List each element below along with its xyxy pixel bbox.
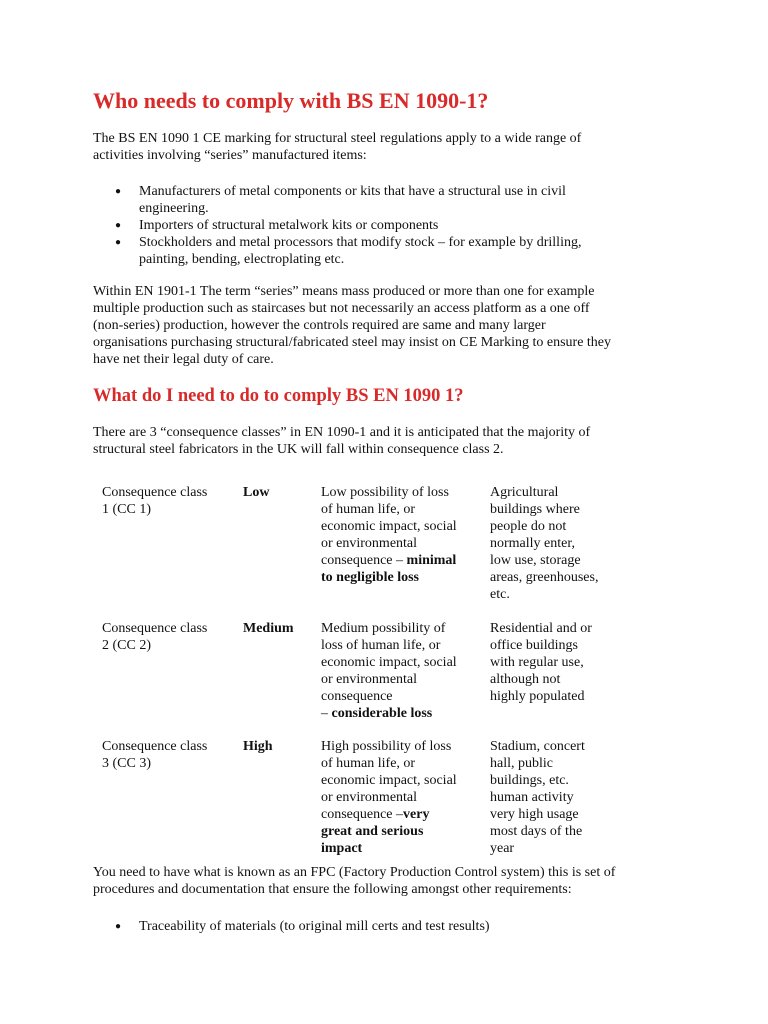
- who-bullet-list: [93, 183, 713, 268]
- heading-what-to-do: What do I need to do to comply BS EN 1090 1?: [93, 386, 464, 406]
- list-item: [93, 234, 713, 268]
- class-description-cell: [321, 484, 479, 586]
- heading-who-needs-to-comply: Who needs to comply with BS EN 1090-1?: [93, 88, 489, 113]
- text-line: You need to have what is known as an FPC (Factory Production Control system) this is set of: [93, 865, 616, 880]
- list-item: [93, 217, 713, 234]
- class-examples-cell: [490, 484, 625, 603]
- text-line: [321, 552, 479, 569]
- text-line: buildings where: [490, 502, 580, 517]
- text-line: loss of human life, or: [321, 638, 441, 653]
- class-examples-cell: [490, 738, 625, 857]
- class-examples-cell: [490, 620, 625, 705]
- consequence-classes-table: [93, 484, 623, 858]
- class-description-cell: [321, 620, 479, 722]
- series-paragraph: [93, 283, 703, 368]
- bold-text: considerable loss: [331, 706, 433, 721]
- text-line: The BS EN 1090 1 CE marking for structural steel regulations apply to a wide range of: [93, 131, 582, 146]
- bold-text: minimal: [406, 553, 457, 568]
- bold-text: very: [403, 807, 430, 822]
- text-line: High possibility of loss: [321, 739, 452, 754]
- text-line: or environmental: [321, 790, 418, 805]
- text-line: of human life, or: [321, 502, 416, 517]
- text-line: year: [490, 841, 515, 856]
- text-line: Consequence class: [102, 621, 208, 636]
- text-line: [321, 806, 479, 823]
- text-line: Traceability of materials (to original mill certs and test results): [139, 919, 490, 934]
- text-line: Stadium, concert: [490, 739, 585, 754]
- text-line: Stockholders and metal processors that modify stock – for example by drilling,: [139, 235, 582, 250]
- text-line: 3 (CC 3): [102, 756, 151, 771]
- class-name-cell: [102, 484, 232, 518]
- classes-intro-paragraph: [93, 424, 703, 458]
- table-row-cc2: [93, 620, 623, 738]
- text-line: low use, storage: [490, 553, 581, 568]
- table-row-cc3: [93, 738, 623, 858]
- text-line: most days of the: [490, 824, 583, 839]
- bullet-icon: ●: [115, 921, 122, 932]
- text-line: have net their legal duty of care.: [93, 352, 274, 367]
- text-line: Low possibility of loss: [321, 485, 449, 500]
- text-line: consequence: [321, 689, 393, 704]
- text-line: economic impact, social: [321, 655, 457, 670]
- bold-text: great and serious: [321, 824, 424, 839]
- text-line: highly populated: [490, 689, 585, 704]
- fpc-paragraph: [93, 864, 703, 898]
- text-line: 2 (CC 2): [102, 638, 151, 653]
- text-line: (non-series) production, however the controls required are same and many larger: [93, 318, 546, 333]
- text-line: etc.: [490, 587, 510, 602]
- text-line: Medium possibility of: [321, 621, 446, 636]
- class-level-cell: Low: [243, 485, 270, 500]
- fpc-bullet-list: [93, 918, 713, 935]
- intro-paragraph: [93, 130, 703, 164]
- text-line: buildings, etc.: [490, 773, 569, 788]
- text-line: although not: [490, 672, 561, 687]
- class-level-cell: High: [243, 739, 273, 754]
- text-line: of human life, or: [321, 756, 416, 771]
- text-line: people do not: [490, 519, 567, 534]
- list-item: [93, 918, 713, 935]
- class-name-cell: [102, 620, 232, 654]
- text-line: Consequence class: [102, 485, 208, 500]
- text-line: structural steel fabricators in the UK will fall within consequence class 2.: [93, 442, 504, 457]
- class-level-cell: Medium: [243, 621, 294, 636]
- text-line: Importers of structural metalwork kits or components: [139, 218, 439, 233]
- bullet-icon: ●: [115, 237, 122, 248]
- text-line: 1 (CC 1): [102, 502, 151, 517]
- text-line: economic impact, social: [321, 519, 457, 534]
- text-fragment: consequence –: [321, 807, 404, 822]
- text-line: human activity: [490, 790, 574, 805]
- text-line: office buildings: [490, 638, 579, 653]
- text-line: with regular use,: [490, 655, 584, 670]
- bold-text: to negligible loss: [321, 570, 420, 585]
- text-line: procedures and documentation that ensure the following amongst other requirements:: [93, 882, 572, 897]
- class-name-cell: [102, 738, 232, 772]
- text-line: hall, public: [490, 756, 553, 771]
- text-line: organisations purchasing structural/fabricated steel may insist on CE Marking to ensure they: [93, 335, 612, 350]
- text-line: Consequence class: [102, 739, 208, 754]
- text-line: engineering.: [139, 201, 209, 216]
- text-line: very high usage: [490, 807, 579, 822]
- text-line: There are 3 “consequence classes” in EN 1090-1 and it is anticipated that the majority of: [93, 425, 591, 440]
- text-line: areas, greenhouses,: [490, 570, 599, 585]
- bullet-icon: ●: [115, 186, 122, 197]
- bullet-icon: ●: [115, 220, 122, 231]
- text-line: Agricultural: [490, 485, 559, 500]
- class-description-cell: [321, 738, 479, 857]
- text-line: economic impact, social: [321, 773, 457, 788]
- table-row-cc1: [93, 484, 623, 620]
- text-line: Residential and or: [490, 621, 592, 636]
- text-line: normally enter,: [490, 536, 575, 551]
- bold-text: impact: [321, 841, 363, 856]
- text-line: or environmental: [321, 536, 418, 551]
- text-line: Manufacturers of metal components or kits that have a structural use in civil: [139, 184, 566, 199]
- text-line: [321, 705, 479, 722]
- text-line: Within EN 1901-1 The term “series” means mass produced or more than one for example: [93, 284, 595, 299]
- text-line: activities involving “series” manufactured items:: [93, 148, 367, 163]
- text-line: multiple production such as staircases but not necessarily an access platform as a one off: [93, 301, 590, 316]
- list-item: [93, 183, 713, 217]
- text-fragment: consequence –: [321, 553, 407, 568]
- text-line: or environmental: [321, 672, 418, 687]
- text-line: painting, bending, electroplating etc.: [139, 252, 345, 267]
- text-fragment: –: [321, 706, 332, 721]
